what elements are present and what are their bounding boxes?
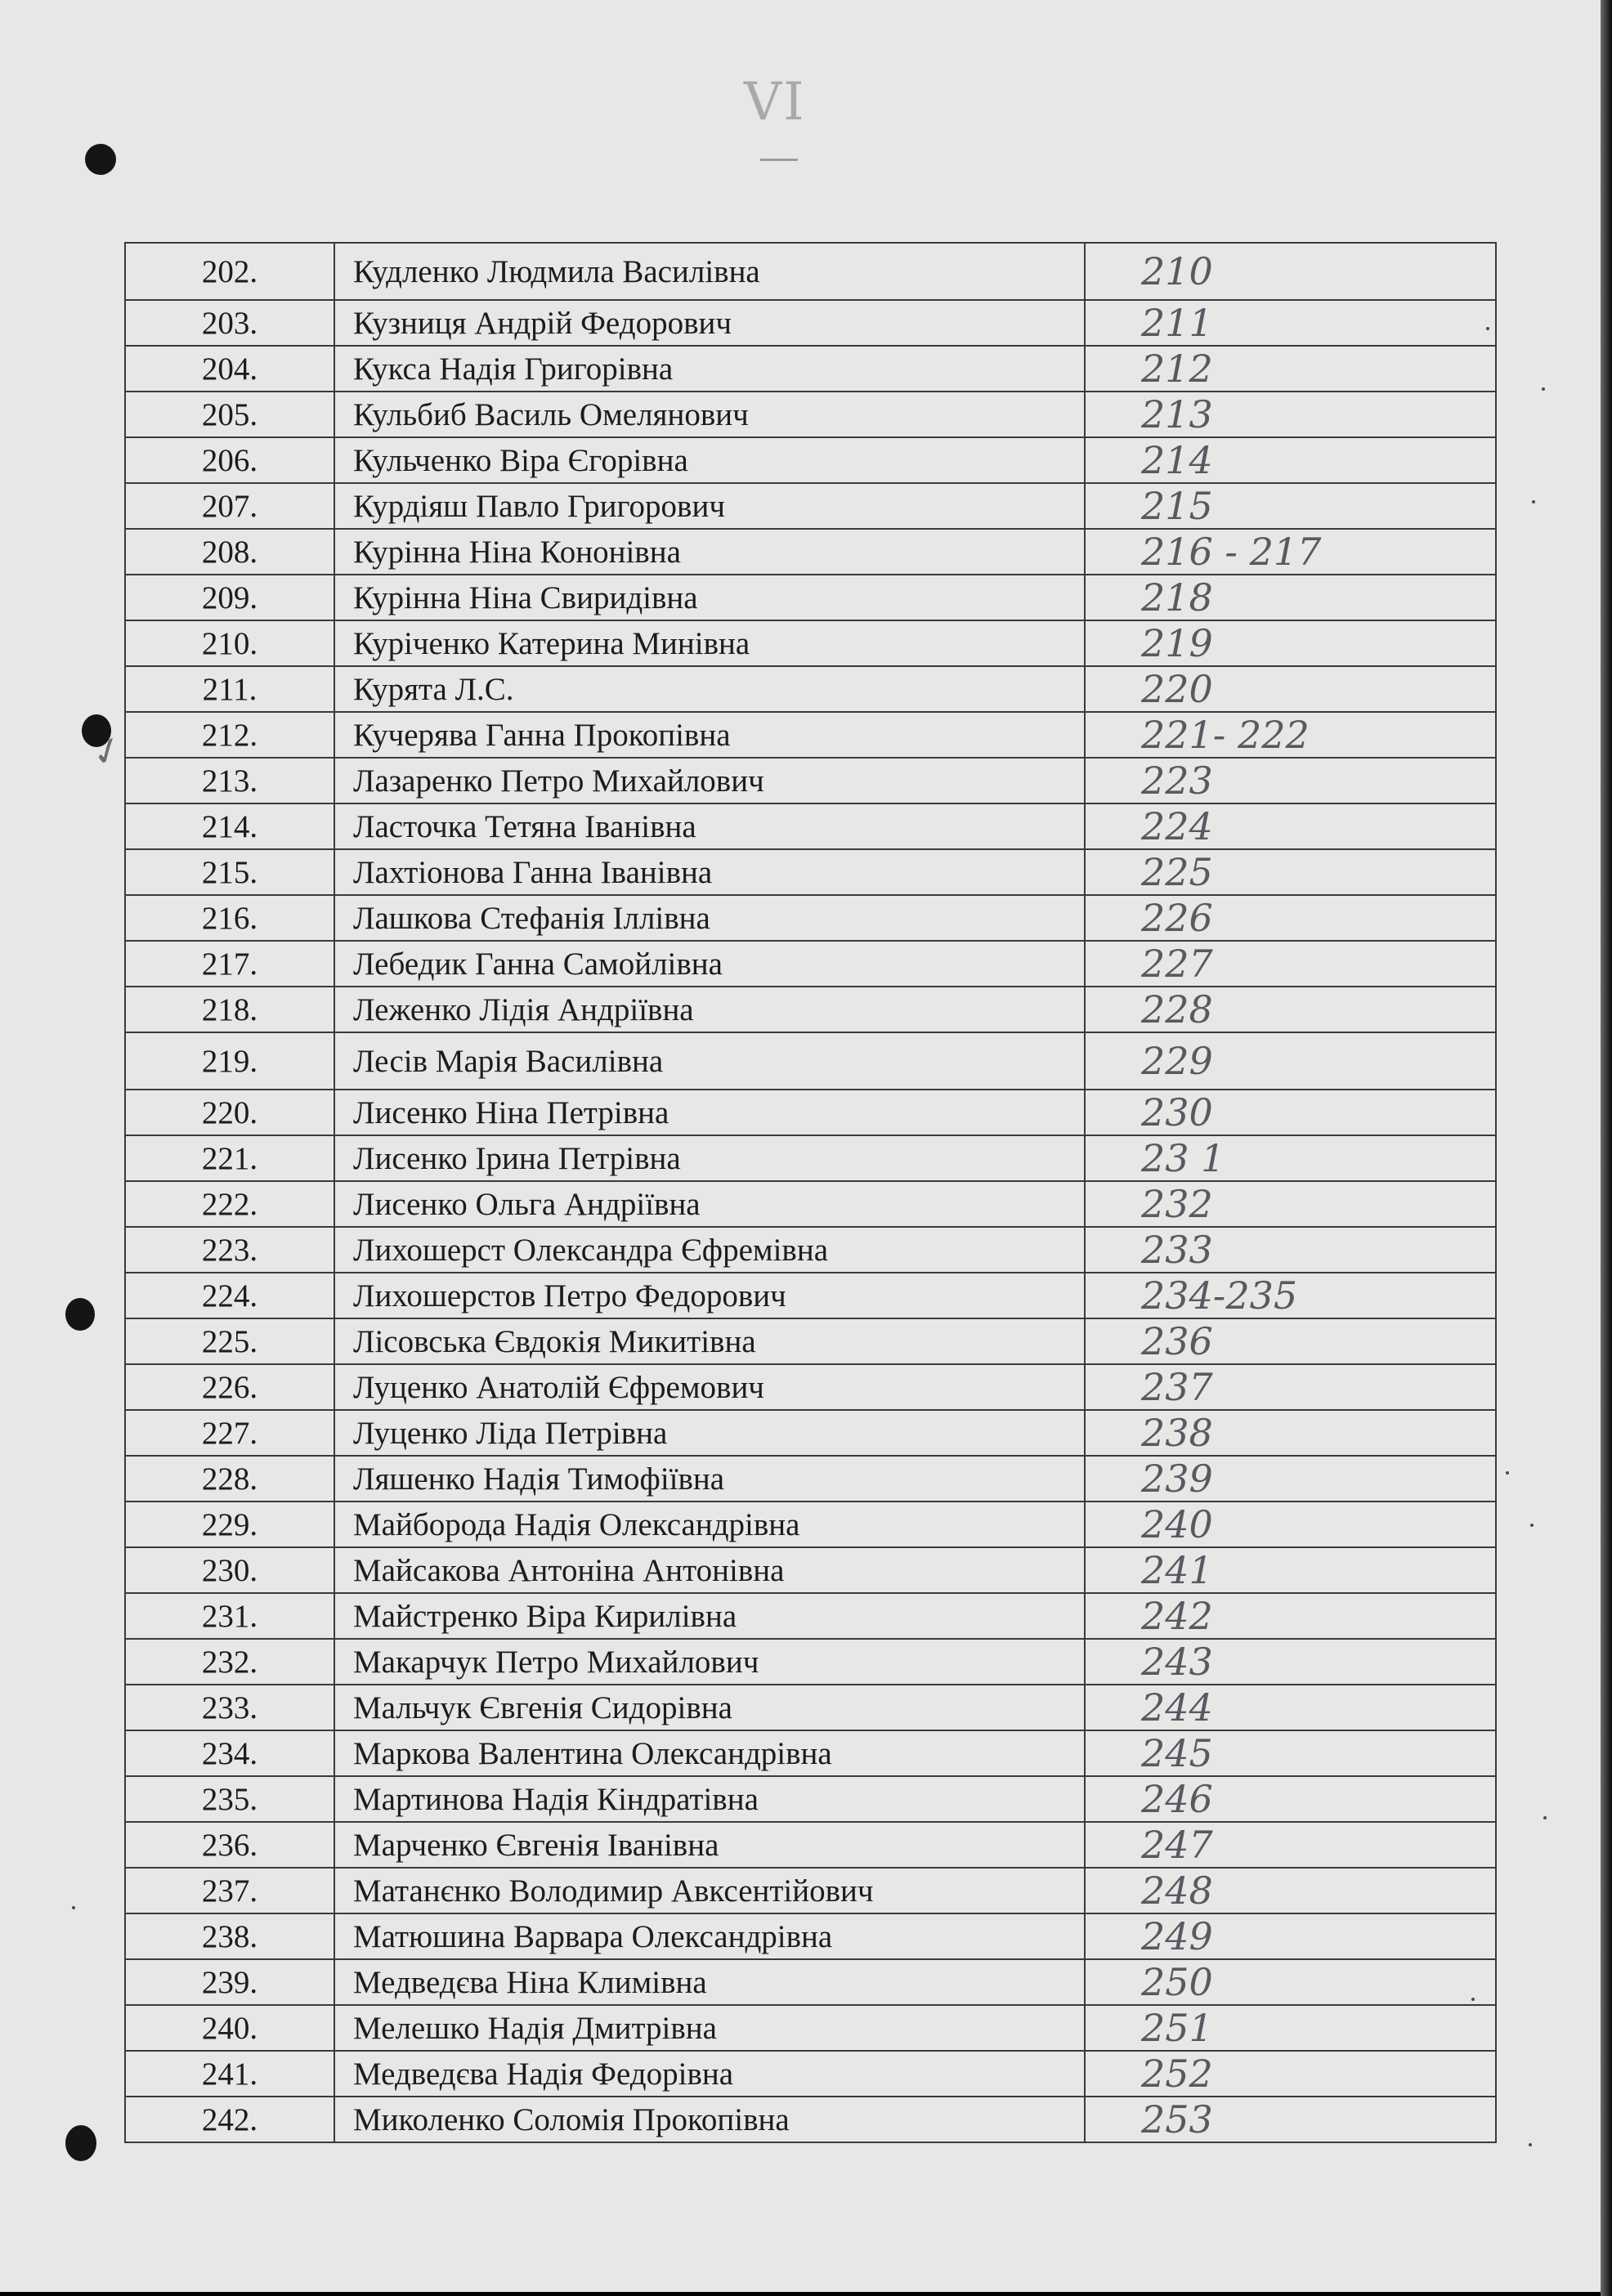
row-number: 237. <box>125 1868 334 1913</box>
person-name: Лашкова Стефанія Іллівна <box>334 895 1085 941</box>
row-number: 239. <box>125 1959 334 2005</box>
page-number: 221- 222 <box>1085 712 1496 758</box>
page-number: 244 <box>1085 1685 1496 1730</box>
table-row <box>125 1868 1496 1913</box>
table-row <box>125 1730 1496 1776</box>
row-number: 214. <box>125 803 334 849</box>
paper-speck <box>1529 2143 1532 2146</box>
page-number: 210 <box>1085 243 1496 300</box>
page-number: 245 <box>1085 1730 1496 1776</box>
row-number: 216. <box>125 895 334 941</box>
table-row <box>125 1593 1496 1639</box>
page-number: 219 <box>1085 620 1496 666</box>
page-number: 241 <box>1085 1547 1496 1593</box>
volume-mark-underline <box>760 159 798 161</box>
table-row <box>125 1502 1496 1547</box>
page-number: 228 <box>1085 987 1496 1032</box>
person-name: Мальчук Євгенія Сидорівна <box>334 1685 1085 1730</box>
table-row <box>125 1410 1496 1456</box>
table-row <box>125 243 1496 300</box>
page-number: 250 <box>1085 1959 1496 2005</box>
row-number: 210. <box>125 620 334 666</box>
table-row <box>125 1959 1496 2005</box>
person-name: Майборода Надія Олександрівна <box>334 1502 1085 1547</box>
page-number: 253 <box>1085 2097 1496 2142</box>
paper-speck <box>1543 1816 1547 1819</box>
row-number: 230. <box>125 1547 334 1593</box>
table-row <box>125 712 1496 758</box>
person-name: Кудленко Людмила Василівна <box>334 243 1085 300</box>
paper-speck <box>1506 1471 1509 1475</box>
table-row <box>125 1364 1496 1410</box>
row-number: 209. <box>125 575 334 620</box>
page-number: 225 <box>1085 849 1496 895</box>
row-number: 215. <box>125 849 334 895</box>
row-number: 219. <box>125 1032 334 1090</box>
table-row <box>125 1032 1496 1090</box>
page-number: 230 <box>1085 1090 1496 1135</box>
person-name: Матанєнко Володимир Авксентійович <box>334 1868 1085 1913</box>
page-number: 243 <box>1085 1639 1496 1685</box>
person-name: Луценко Анатолій Єфремович <box>334 1364 1085 1410</box>
table-row <box>125 575 1496 620</box>
row-number: 231. <box>125 1593 334 1639</box>
row-number: 206. <box>125 437 334 483</box>
table-row <box>125 1776 1496 1822</box>
row-number: 238. <box>125 1913 334 1959</box>
row-number: 220. <box>125 1090 334 1135</box>
row-number: 207. <box>125 483 334 529</box>
person-name: Ляшенко Надія Тимофіївна <box>334 1456 1085 1502</box>
page-number: 229 <box>1085 1032 1496 1090</box>
row-number: 211. <box>125 666 334 712</box>
volume-mark: VI <box>744 72 806 132</box>
table-row <box>125 1318 1496 1364</box>
row-number: 217. <box>125 941 334 987</box>
page-number: 248 <box>1085 1868 1496 1913</box>
margin-check-mark: ✓ <box>84 725 130 777</box>
table-row <box>125 300 1496 346</box>
table-row <box>125 2005 1496 2051</box>
person-name: Лисенко Ніна Петрівна <box>334 1090 1085 1135</box>
person-name: Майсакова Антоніна Антонівна <box>334 1547 1085 1593</box>
row-number: 226. <box>125 1364 334 1410</box>
row-number: 213. <box>125 758 334 803</box>
page-number: 246 <box>1085 1776 1496 1822</box>
person-name: Луценко Ліда Петрівна <box>334 1410 1085 1456</box>
person-name: Лебедик Ганна Самойлівна <box>334 941 1085 987</box>
person-name: Кульбиб Василь Омелянович <box>334 392 1085 437</box>
person-name: Кузниця Андрій Федорович <box>334 300 1085 346</box>
row-number: 235. <box>125 1776 334 1822</box>
row-number: 234. <box>125 1730 334 1776</box>
person-name: Ласточка Тетяна Іванівна <box>334 803 1085 849</box>
person-name: Матюшина Варвара Олександрівна <box>334 1913 1085 1959</box>
table-row <box>125 483 1496 529</box>
person-name: Лисенко Ольга Андріївна <box>334 1181 1085 1227</box>
page-number: 240 <box>1085 1502 1496 1547</box>
person-name: Медведєва Ніна Климівна <box>334 1959 1085 2005</box>
page-number: 212 <box>1085 346 1496 392</box>
person-name: Лихошерстов Петро Федорович <box>334 1273 1085 1318</box>
person-name: Куріченко Катерина Минівна <box>334 620 1085 666</box>
page-number: 252 <box>1085 2051 1496 2097</box>
page-number: 239 <box>1085 1456 1496 1502</box>
table-row <box>125 529 1496 575</box>
table-row <box>125 1090 1496 1135</box>
table-row <box>125 1456 1496 1502</box>
person-name: Макарчук Петро Михайлович <box>334 1639 1085 1685</box>
row-number: 221. <box>125 1135 334 1181</box>
table-row <box>125 620 1496 666</box>
table-row <box>125 2097 1496 2142</box>
row-number: 227. <box>125 1410 334 1456</box>
table-row <box>125 758 1496 803</box>
punch-hole-top <box>85 144 116 175</box>
page-number: 236 <box>1085 1318 1496 1364</box>
table-row <box>125 941 1496 987</box>
table-row <box>125 1822 1496 1868</box>
table-row <box>125 1547 1496 1593</box>
table-row <box>125 1273 1496 1318</box>
table-row <box>125 987 1496 1032</box>
register-table <box>124 242 1497 2143</box>
table-row <box>125 803 1496 849</box>
table-row <box>125 392 1496 437</box>
person-name: Курдіяш Павло Григорович <box>334 483 1085 529</box>
person-name: Миколенко Соломія Прокопівна <box>334 2097 1085 2142</box>
table-row <box>125 2051 1496 2097</box>
page-number: 251 <box>1085 2005 1496 2051</box>
page-number: 211 <box>1085 300 1496 346</box>
page-number: 224 <box>1085 803 1496 849</box>
person-name: Мелешко Надія Дмитрівна <box>334 2005 1085 2051</box>
row-number: 202. <box>125 243 334 300</box>
page-number: 234-235 <box>1085 1273 1496 1318</box>
table-row <box>125 1685 1496 1730</box>
person-name: Кульченко Віра Єгорівна <box>334 437 1085 483</box>
person-name: Маркова Валентина Олександрівна <box>334 1730 1085 1776</box>
scan-edge-shadow <box>1601 0 1612 2296</box>
paper-speck <box>1532 500 1535 504</box>
row-number: 233. <box>125 1685 334 1730</box>
page-number: 214 <box>1085 437 1496 483</box>
row-number: 222. <box>125 1181 334 1227</box>
person-name: Лисенко Ірина Петрівна <box>334 1135 1085 1181</box>
page-number: 215 <box>1085 483 1496 529</box>
person-name: Майстренко Віра Кирилівна <box>334 1593 1085 1639</box>
person-name: Курінна Ніна Свиридівна <box>334 575 1085 620</box>
person-name: Курята Л.С. <box>334 666 1085 712</box>
table-row <box>125 666 1496 712</box>
table-row <box>125 1639 1496 1685</box>
person-name: Лесів Марія Василівна <box>334 1032 1085 1090</box>
page-number: 237 <box>1085 1364 1496 1410</box>
page-number: 247 <box>1085 1822 1496 1868</box>
page-number: 218 <box>1085 575 1496 620</box>
row-number: 229. <box>125 1502 334 1547</box>
row-number: 208. <box>125 529 334 575</box>
person-name: Лазаренко Петро Михайлович <box>334 758 1085 803</box>
paper-speck <box>1530 1524 1534 1527</box>
row-number: 204. <box>125 346 334 392</box>
person-name: Кукса Надія Григорівна <box>334 346 1085 392</box>
page-number: 233 <box>1085 1227 1496 1273</box>
table-row <box>125 895 1496 941</box>
table-row <box>125 1913 1496 1959</box>
page-number: 213 <box>1085 392 1496 437</box>
person-name: Лісовська Євдокія Микитівна <box>334 1318 1085 1364</box>
page-number: 238 <box>1085 1410 1496 1456</box>
row-number: 205. <box>125 392 334 437</box>
row-number: 203. <box>125 300 334 346</box>
page-number: 220 <box>1085 666 1496 712</box>
person-name: Марченко Євгенія Іванівна <box>334 1822 1085 1868</box>
row-number: 242. <box>125 2097 334 2142</box>
page-number: 242 <box>1085 1593 1496 1639</box>
person-name: Лахтіонова Ганна Іванівна <box>334 849 1085 895</box>
row-number: 240. <box>125 2005 334 2051</box>
person-name: Лихошерст Олександра Єфремівна <box>334 1227 1085 1273</box>
table-row <box>125 849 1496 895</box>
page-number: 226 <box>1085 895 1496 941</box>
table-row <box>125 437 1496 483</box>
row-number: 223. <box>125 1227 334 1273</box>
table-row <box>125 1181 1496 1227</box>
register-table-body <box>125 243 1496 2142</box>
table-row <box>125 1135 1496 1181</box>
row-number: 218. <box>125 987 334 1032</box>
row-number: 224. <box>125 1273 334 1318</box>
row-number: 232. <box>125 1639 334 1685</box>
table-row <box>125 1227 1496 1273</box>
page-number: 232 <box>1085 1181 1496 1227</box>
person-name: Медведєва Надія Федорівна <box>334 2051 1085 2097</box>
page-number: 227 <box>1085 941 1496 987</box>
punch-hole-bottom <box>65 2125 96 2161</box>
table-row <box>125 346 1496 392</box>
page-number: 23 1 <box>1085 1135 1496 1181</box>
page-number: 223 <box>1085 758 1496 803</box>
person-name: Мартинова Надія Кіндратівна <box>334 1776 1085 1822</box>
person-name: Курінна Ніна Кононівна <box>334 529 1085 575</box>
row-number: 241. <box>125 2051 334 2097</box>
person-name: Леженко Лідія Андріївна <box>334 987 1085 1032</box>
row-number: 236. <box>125 1822 334 1868</box>
page-number: 249 <box>1085 1913 1496 1959</box>
paper-speck <box>1542 387 1545 391</box>
row-number: 225. <box>125 1318 334 1364</box>
row-number: 228. <box>125 1456 334 1502</box>
page-number: 216 - 217 <box>1085 529 1496 575</box>
paper-speck <box>72 1906 75 1909</box>
row-number: 212. <box>125 712 334 758</box>
punch-hole-lower-middle <box>65 1298 95 1331</box>
person-name: Кучерява Ганна Прокопівна <box>334 712 1085 758</box>
